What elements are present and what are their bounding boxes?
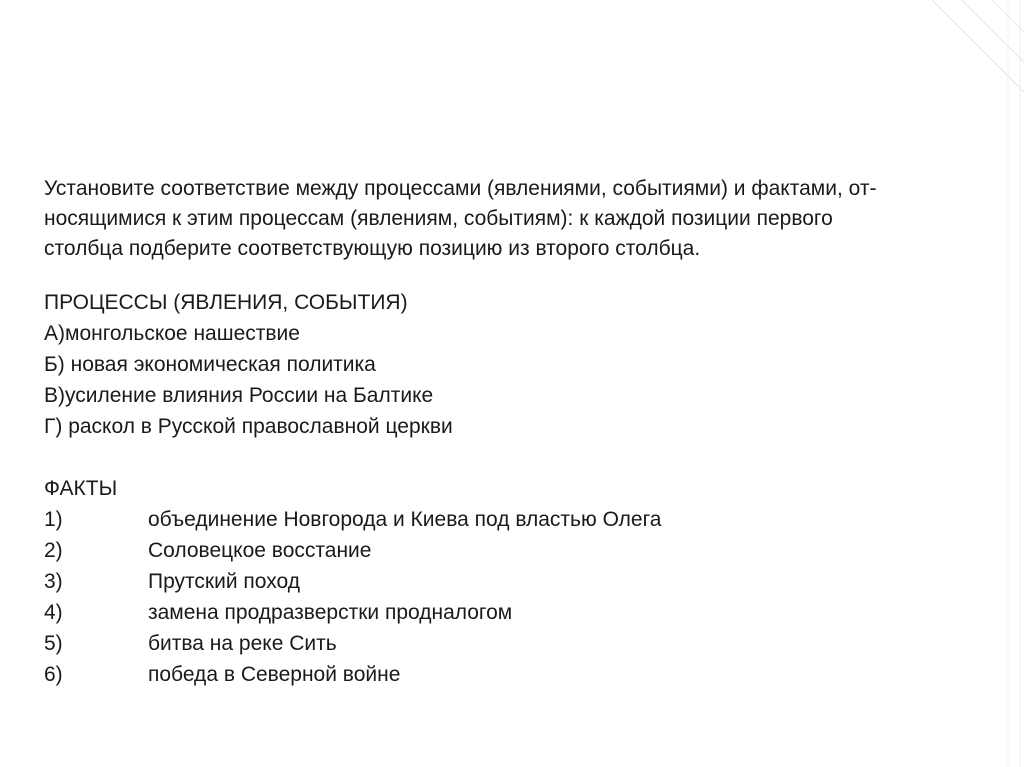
task-content <box>44 174 984 690</box>
processes-heading: ПРОЦЕССЫ (ЯВЛЕНИЯ, СОБЫТИЯ) <box>44 291 408 314</box>
fact-text: Соловецкое восстание <box>148 539 372 562</box>
fact-text: победа в Северной войне <box>148 663 401 686</box>
fact-number: 5) <box>44 632 63 655</box>
fact-item <box>44 566 984 597</box>
fact-item <box>44 659 984 690</box>
instruction-line: носящимися к этим процессам (явлениям, событиям): к каждой позиции первого <box>44 207 833 230</box>
fact-number: 2) <box>44 539 63 562</box>
fact-item <box>44 535 984 566</box>
fact-item <box>44 628 984 659</box>
fact-item <box>44 597 984 628</box>
process-item-b: Б) новая экономическая политика <box>44 353 376 376</box>
instruction-line: столбца подберите соответствующую позицию из второго столбца. <box>44 237 701 260</box>
fact-number: 1) <box>44 508 63 531</box>
fact-number: 3) <box>44 570 63 593</box>
fact-number: 6) <box>44 663 63 686</box>
facts-section <box>44 473 984 690</box>
facts-heading: ФАКТЫ <box>44 477 118 500</box>
fact-text: объединение Новгорода и Киева под властью Олега <box>148 508 662 531</box>
fact-text: замена продразверстки продналогом <box>148 601 513 624</box>
fact-number: 4) <box>44 601 63 624</box>
task-instruction <box>44 174 984 264</box>
process-item-g: Г) раскол в Русской православной церкви <box>44 415 453 438</box>
fact-item <box>44 504 984 535</box>
instruction-line: Установите соответствие между процессами (явлениями, событиями) и фактами, от- <box>44 177 877 200</box>
process-item-a: А)монгольское нашествие <box>44 322 300 345</box>
process-item-v: В)усиление влияния России на Балтике <box>44 384 434 407</box>
processes-section <box>44 287 984 442</box>
fact-text: битва на реке Сить <box>148 632 337 655</box>
fact-text: Прутский поход <box>148 570 300 593</box>
